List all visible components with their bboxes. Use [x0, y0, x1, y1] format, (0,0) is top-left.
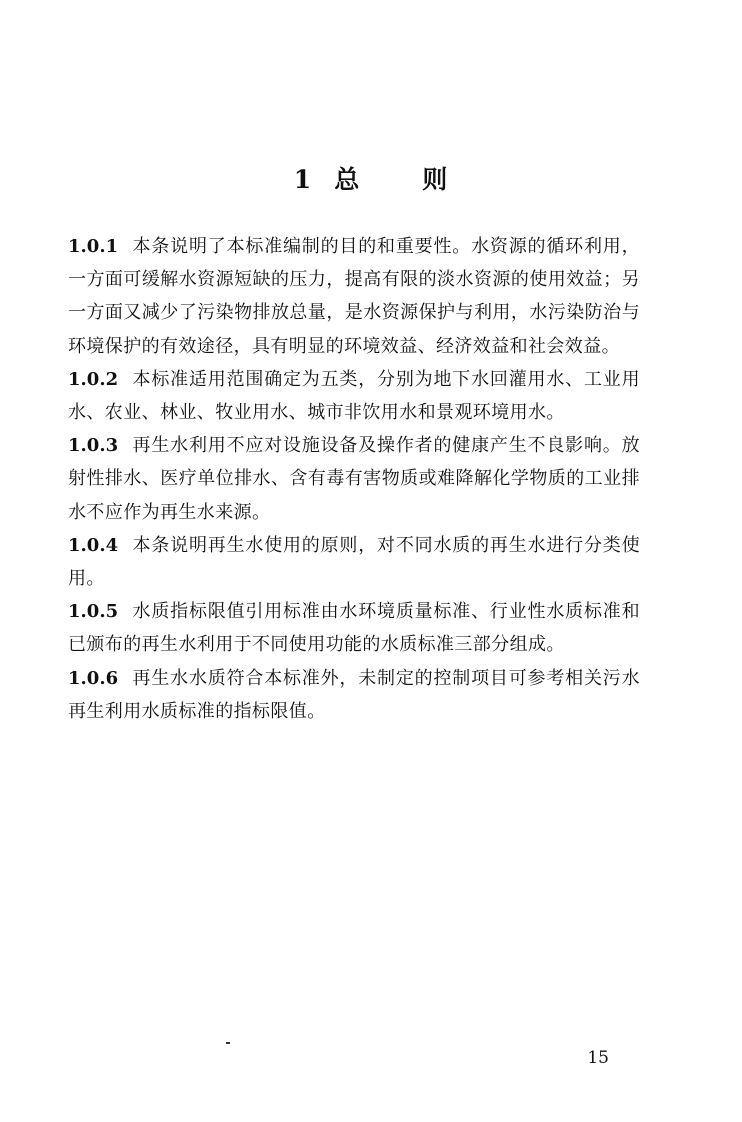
clause-number: 1.0.6: [68, 667, 119, 689]
clause-number: 1.0.4: [68, 534, 119, 556]
chapter-number: 1: [293, 165, 313, 194]
page-number: 15: [587, 1048, 609, 1068]
clause-number: 1.0.5: [68, 601, 119, 623]
chapter-title-left: 总: [334, 165, 361, 194]
chapter-title: [0, 160, 742, 196]
clause-text: 再生水利用不应对设施设备及操作者的健康产生不良影响。放射性排水、医疗单位排水、含有毒有害物质或难降解化学物质的工业排水不应作为再生水来源。: [68, 435, 640, 523]
clause-text: 本条说明了本标准编制的目的和重要性。水资源的循环利用，一方面可缓解水资源短缺的压力，提高有限的淡水资源的使用效益；另一方面又减少了污染物排放总量，是水资源保护与利用，水污染防治与环境保护的有效途径，具有明显的环境效益、经济效益和社会效益。: [68, 236, 640, 357]
clause-text: 本条说明再生水使用的原则，对不同水质的再生水进行分类使用。: [68, 534, 640, 590]
clause-number: 1.0.2: [68, 368, 119, 390]
clause-list: [68, 230, 640, 728]
chapter-title-right: 则: [422, 165, 449, 194]
clause-text: 本标准适用范围确定为五类，分别为地下水回灌用水、工业用水、农业、林业、牧业用水、城市非饮用水和景观环境用水。: [68, 368, 640, 424]
clause-1-0-2: [68, 363, 640, 429]
clause-number: 1.0.3: [68, 435, 119, 457]
clause-1-0-3: [68, 429, 640, 529]
clause-1-0-5: [68, 595, 640, 661]
clause-text: 再生水水质符合本标准外，未制定的控制项目可参考相关污水再生利用水质标准的指标限值。: [68, 667, 640, 722]
scan-speck: [226, 1042, 230, 1044]
clause-number: 1.0.1: [68, 236, 119, 257]
clause-1-0-1: [68, 230, 640, 363]
clause-text: 水质指标限值引用标准由水环境质量标准、行业性水质标准和已颁布的再生水利用于不同使用功能的水质标准三部分组成。: [68, 601, 640, 656]
clause-1-0-6: [68, 662, 640, 728]
clause-1-0-4: [68, 529, 640, 595]
